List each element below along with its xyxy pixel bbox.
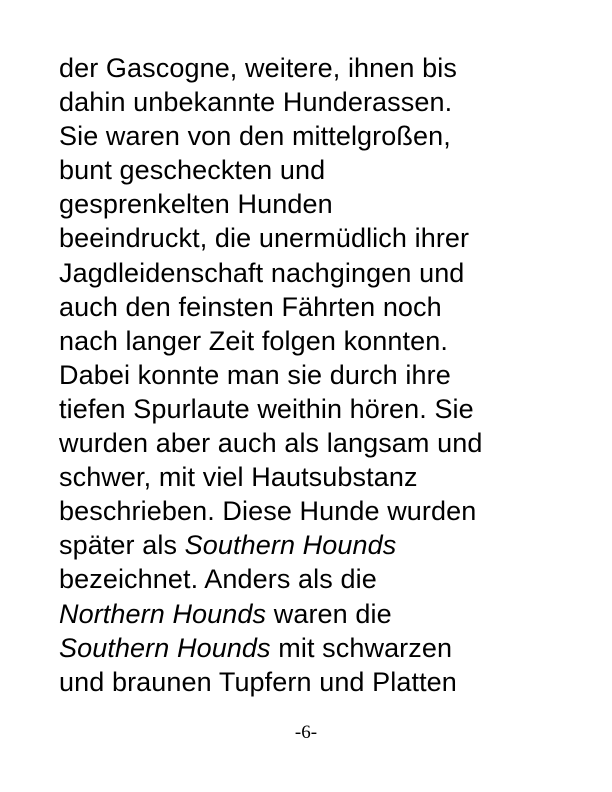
- text-line: beschrieben. Diese Hunde wurden: [59, 496, 477, 527]
- text-line: und braunen Tupfern und Platten: [59, 666, 457, 697]
- text-line: Dabei konnte man sie durch ihre: [59, 359, 451, 390]
- text-line: Jagdleidenschaft nachgingen und: [59, 257, 465, 288]
- italic-term: Southern Hounds: [184, 530, 397, 561]
- text-line: [59, 631, 579, 665]
- text-line: auch den feinsten Fährten noch: [59, 291, 442, 322]
- text-line: tiefen Spurlaute weithin hören. Sie: [59, 393, 474, 424]
- text-line: wurden aber auch als langsam und: [59, 428, 483, 459]
- italic-term: Northern Hounds: [59, 598, 267, 629]
- text-line: Sie waren von den mittelgroßen,: [59, 121, 451, 152]
- text-line: bunt gescheckten und: [59, 155, 326, 186]
- text-line: dahin unbekannte Hunderassen.: [59, 87, 453, 118]
- italic-term: Southern Hounds: [59, 632, 271, 663]
- text-fragment: mit schwarzen: [270, 632, 453, 663]
- text-fragment: waren die: [266, 598, 392, 629]
- body-text: [59, 51, 579, 699]
- text-line: der Gascogne, weitere, ihnen bis: [59, 53, 457, 83]
- page-number: -6-: [294, 722, 318, 743]
- text-line: [59, 528, 579, 562]
- text-line: gesprenkelten Hunden: [59, 189, 333, 220]
- text-line: nach langer Zeit folgen konnten.: [59, 325, 448, 356]
- text-line: [59, 597, 579, 631]
- text-fragment: später als: [59, 530, 185, 561]
- text-line: bezeichnet. Anders als die: [59, 564, 377, 595]
- text-line: schwer, mit viel Hautsubstanz: [59, 462, 418, 493]
- text-line: beeindruckt, die unermüdlich ihrer: [59, 223, 470, 254]
